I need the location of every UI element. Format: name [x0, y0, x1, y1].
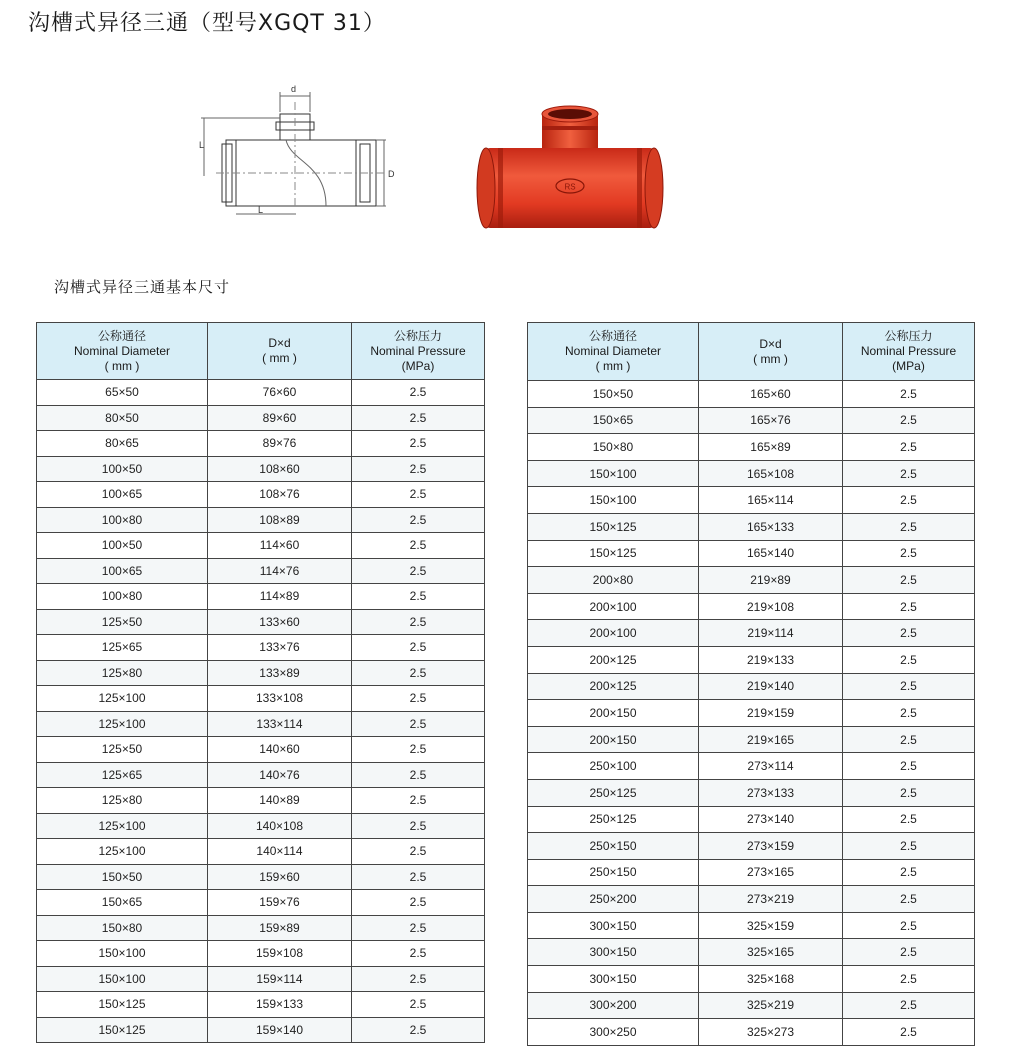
cell-nominal-pressure: 2.5: [843, 593, 975, 620]
table-row: [37, 405, 485, 431]
cell-nominal-pressure: 2.5: [843, 833, 975, 860]
cell-nominal-pressure: 2.5: [352, 915, 485, 941]
table-row: [528, 939, 975, 966]
table-row: [528, 540, 975, 567]
table-row: [37, 558, 485, 584]
label-l: L: [199, 140, 205, 150]
cell-nominal-diameter: 300×200: [528, 992, 699, 1019]
table-row: [37, 915, 485, 941]
cell-nominal-pressure: 2.5: [843, 620, 975, 647]
cell-nominal-pressure: 2.5: [352, 431, 485, 457]
table-row: [528, 912, 975, 939]
cell-nominal-diameter: 150×65: [528, 407, 699, 434]
table-row: [37, 711, 485, 737]
cell-nominal-pressure: 2.5: [843, 673, 975, 700]
table-row: [528, 673, 975, 700]
cell-dxd: 159×108: [208, 941, 352, 967]
cell-dxd: 219×108: [699, 593, 843, 620]
cell-nominal-pressure: 2.5: [352, 609, 485, 635]
cell-nominal-diameter: 300×150: [528, 912, 699, 939]
cell-nominal-diameter: 150×100: [37, 941, 208, 967]
cell-nominal-pressure: 2.5: [352, 507, 485, 533]
cell-nominal-pressure: 2.5: [843, 407, 975, 434]
cell-nominal-diameter: 200×125: [528, 673, 699, 700]
cell-nominal-pressure: 2.5: [352, 660, 485, 686]
cell-nominal-diameter: 125×50: [37, 609, 208, 635]
dimension-table-left: [36, 322, 485, 1043]
cell-nominal-pressure: 2.5: [352, 737, 485, 763]
table-row: [37, 584, 485, 610]
table-row: [528, 992, 975, 1019]
cell-nominal-diameter: 65×50: [37, 380, 208, 406]
cell-nominal-diameter: 125×80: [37, 788, 208, 814]
cell-nominal-diameter: 125×100: [37, 839, 208, 865]
table-row: [37, 686, 485, 712]
cell-nominal-diameter: 200×100: [528, 620, 699, 647]
cell-dxd: 165×140: [699, 540, 843, 567]
table-header-row: [528, 323, 975, 381]
cell-dxd: 165×108: [699, 460, 843, 487]
cell-dxd: 165×114: [699, 487, 843, 514]
cell-dxd: 219×114: [699, 620, 843, 647]
cell-nominal-pressure: 2.5: [843, 513, 975, 540]
cell-nominal-diameter: 150×125: [37, 1017, 208, 1043]
cell-nominal-pressure: 2.5: [843, 912, 975, 939]
cell-nominal-diameter: 100×80: [37, 507, 208, 533]
header-nominal-diameter: 公称通径 Nominal Diameter ( mm ): [528, 323, 699, 381]
cell-nominal-pressure: 2.5: [352, 405, 485, 431]
cell-nominal-pressure: 2.5: [843, 700, 975, 727]
cell-nominal-pressure: 2.5: [843, 966, 975, 993]
label-d: d: [291, 84, 297, 94]
table-row: [37, 941, 485, 967]
cell-nominal-diameter: 150×125: [528, 513, 699, 540]
table-row: [37, 431, 485, 457]
cell-nominal-diameter: 200×80: [528, 567, 699, 594]
table-row: [37, 609, 485, 635]
cell-dxd: 159×133: [208, 992, 352, 1018]
cell-dxd: 159×76: [208, 890, 352, 916]
table-row: [528, 593, 975, 620]
cell-nominal-diameter: 125×80: [37, 660, 208, 686]
cell-dxd: 273×159: [699, 833, 843, 860]
cell-nominal-pressure: 2.5: [843, 806, 975, 833]
table-row: [528, 513, 975, 540]
table-header-row: [37, 323, 485, 380]
reducing-tee-photo: [470, 100, 670, 242]
cell-nominal-pressure: 2.5: [843, 859, 975, 886]
cell-dxd: 165×60: [699, 381, 843, 408]
cell-dxd: 159×60: [208, 864, 352, 890]
table-row: [37, 762, 485, 788]
cell-nominal-diameter: 250×125: [528, 806, 699, 833]
cell-nominal-pressure: 2.5: [843, 567, 975, 594]
header-dxd: D×d ( mm ): [208, 323, 352, 380]
table-body-right: [528, 381, 975, 1046]
cell-dxd: 165×76: [699, 407, 843, 434]
cell-nominal-diameter: 150×80: [528, 434, 699, 461]
table-row: [37, 813, 485, 839]
cell-dxd: 133×76: [208, 635, 352, 661]
header-nominal-diameter: 公称通径 Nominal Diameter ( mm ): [37, 323, 208, 380]
table-row: [528, 487, 975, 514]
cell-dxd: 140×114: [208, 839, 352, 865]
cell-nominal-pressure: 2.5: [352, 380, 485, 406]
table-row: [528, 460, 975, 487]
cell-dxd: 114×89: [208, 584, 352, 610]
table-row: [528, 859, 975, 886]
table-row: [37, 482, 485, 508]
cell-nominal-diameter: 100×50: [37, 533, 208, 559]
table-row: [528, 886, 975, 913]
table-row: [528, 434, 975, 461]
cell-dxd: 140×89: [208, 788, 352, 814]
header-nominal-pressure: 公称压力 Nominal Pressure (MPa): [843, 323, 975, 381]
cell-nominal-diameter: 250×150: [528, 859, 699, 886]
cell-dxd: 219×140: [699, 673, 843, 700]
cell-dxd: 165×133: [699, 513, 843, 540]
cell-nominal-pressure: 2.5: [843, 434, 975, 461]
technical-drawing: [196, 82, 396, 222]
table-row: [528, 646, 975, 673]
cell-dxd: 140×108: [208, 813, 352, 839]
table-row: [37, 533, 485, 559]
cell-nominal-diameter: 150×125: [37, 992, 208, 1018]
cell-nominal-diameter: 150×50: [37, 864, 208, 890]
table-row: [528, 753, 975, 780]
table-row: [37, 788, 485, 814]
cell-nominal-pressure: 2.5: [843, 381, 975, 408]
dimension-table-right: [527, 322, 975, 1046]
cell-nominal-diameter: 125×100: [37, 813, 208, 839]
cell-dxd: 159×140: [208, 1017, 352, 1043]
cell-dxd: 219×165: [699, 726, 843, 753]
cell-dxd: 133×108: [208, 686, 352, 712]
cell-nominal-diameter: 300×150: [528, 939, 699, 966]
cell-dxd: 159×89: [208, 915, 352, 941]
cell-dxd: 219×133: [699, 646, 843, 673]
cell-nominal-pressure: 2.5: [352, 992, 485, 1018]
cell-nominal-diameter: 125×100: [37, 686, 208, 712]
table-row: [37, 737, 485, 763]
cell-nominal-diameter: 250×100: [528, 753, 699, 780]
cell-nominal-diameter: 250×200: [528, 886, 699, 913]
cell-dxd: 325×168: [699, 966, 843, 993]
cell-dxd: 219×159: [699, 700, 843, 727]
table-row: [528, 806, 975, 833]
cell-nominal-diameter: 150×50: [528, 381, 699, 408]
cell-nominal-diameter: 100×80: [37, 584, 208, 610]
table-row: [528, 700, 975, 727]
cell-dxd: 273×140: [699, 806, 843, 833]
cell-nominal-pressure: 2.5: [352, 456, 485, 482]
table-row: [37, 992, 485, 1018]
table-row: [528, 833, 975, 860]
table-row: [37, 1017, 485, 1043]
cell-nominal-diameter: 100×50: [37, 456, 208, 482]
table-row: [37, 380, 485, 406]
cell-nominal-diameter: 250×150: [528, 833, 699, 860]
cell-nominal-diameter: 150×100: [528, 460, 699, 487]
cell-nominal-diameter: 80×65: [37, 431, 208, 457]
cell-nominal-pressure: 2.5: [843, 886, 975, 913]
cell-nominal-pressure: 2.5: [352, 482, 485, 508]
cell-nominal-pressure: 2.5: [352, 966, 485, 992]
cell-nominal-diameter: 300×150: [528, 966, 699, 993]
cell-dxd: 325×219: [699, 992, 843, 1019]
cell-nominal-diameter: 125×100: [37, 711, 208, 737]
cell-nominal-pressure: 2.5: [352, 813, 485, 839]
table-row: [528, 567, 975, 594]
cell-nominal-diameter: 150×80: [37, 915, 208, 941]
cell-dxd: 114×76: [208, 558, 352, 584]
cell-nominal-pressure: 2.5: [843, 939, 975, 966]
cell-nominal-diameter: 150×100: [37, 966, 208, 992]
cell-nominal-diameter: 100×65: [37, 558, 208, 584]
cell-nominal-pressure: 2.5: [352, 864, 485, 890]
cell-nominal-pressure: 2.5: [843, 779, 975, 806]
header-dxd: D×d ( mm ): [699, 323, 843, 381]
cell-nominal-pressure: 2.5: [843, 1019, 975, 1046]
cell-dxd: 273×133: [699, 779, 843, 806]
table-row: [528, 620, 975, 647]
cell-nominal-pressure: 2.5: [843, 460, 975, 487]
cell-nominal-diameter: 125×65: [37, 635, 208, 661]
cell-nominal-diameter: 200×150: [528, 700, 699, 727]
cell-dxd: 89×60: [208, 405, 352, 431]
cell-dxd: 133×60: [208, 609, 352, 635]
cell-dxd: 273×219: [699, 886, 843, 913]
table-row: [37, 456, 485, 482]
table-row: [37, 864, 485, 890]
cell-dxd: 140×76: [208, 762, 352, 788]
cell-dxd: 325×273: [699, 1019, 843, 1046]
cell-nominal-pressure: 2.5: [843, 726, 975, 753]
table-row: [528, 407, 975, 434]
table-row: [37, 507, 485, 533]
cell-dxd: 273×114: [699, 753, 843, 780]
table-row: [37, 660, 485, 686]
cell-dxd: 108×76: [208, 482, 352, 508]
table-row: [37, 966, 485, 992]
cell-nominal-diameter: 300×250: [528, 1019, 699, 1046]
cell-nominal-diameter: 100×65: [37, 482, 208, 508]
label-D: D: [388, 169, 395, 179]
page-title: 沟槽式异径三通（型号XGQT 31）: [28, 11, 386, 36]
cell-nominal-pressure: 2.5: [352, 686, 485, 712]
cell-dxd: 76×60: [208, 380, 352, 406]
cell-nominal-pressure: 2.5: [843, 646, 975, 673]
cell-nominal-pressure: 2.5: [843, 753, 975, 780]
cell-nominal-pressure: 2.5: [352, 762, 485, 788]
cell-nominal-diameter: 250×125: [528, 779, 699, 806]
table-row: [528, 779, 975, 806]
table-row: [37, 839, 485, 865]
table-row: [528, 1019, 975, 1046]
cell-nominal-diameter: 125×50: [37, 737, 208, 763]
cell-nominal-pressure: 2.5: [843, 992, 975, 1019]
table-row: [37, 635, 485, 661]
cell-nominal-diameter: 150×125: [528, 540, 699, 567]
cell-nominal-diameter: 200×125: [528, 646, 699, 673]
cell-nominal-diameter: 150×100: [528, 487, 699, 514]
table-row: [528, 966, 975, 993]
cell-dxd: 159×114: [208, 966, 352, 992]
cell-nominal-pressure: 2.5: [352, 839, 485, 865]
section-subtitle: 沟槽式异径三通基本尺寸: [54, 278, 231, 296]
cell-dxd: 165×89: [699, 434, 843, 461]
cell-nominal-pressure: 2.5: [843, 540, 975, 567]
table-row: [37, 890, 485, 916]
cell-nominal-diameter: 80×50: [37, 405, 208, 431]
table-row: [528, 381, 975, 408]
table-row: [528, 726, 975, 753]
cell-nominal-diameter: 200×150: [528, 726, 699, 753]
cell-dxd: 89×76: [208, 431, 352, 457]
cell-nominal-diameter: 200×100: [528, 593, 699, 620]
cell-dxd: 140×60: [208, 737, 352, 763]
cell-nominal-pressure: 2.5: [843, 487, 975, 514]
cell-nominal-diameter: 125×65: [37, 762, 208, 788]
cell-dxd: 273×165: [699, 859, 843, 886]
cell-nominal-pressure: 2.5: [352, 711, 485, 737]
cell-nominal-diameter: 150×65: [37, 890, 208, 916]
cell-dxd: 325×165: [699, 939, 843, 966]
cell-dxd: 219×89: [699, 567, 843, 594]
label-L: L: [258, 205, 264, 215]
cell-dxd: 325×159: [699, 912, 843, 939]
cell-nominal-pressure: 2.5: [352, 533, 485, 559]
cell-nominal-pressure: 2.5: [352, 1017, 485, 1043]
cell-dxd: 108×60: [208, 456, 352, 482]
header-nominal-pressure: 公称压力 Nominal Pressure (MPa): [352, 323, 485, 380]
cell-nominal-pressure: 2.5: [352, 788, 485, 814]
cell-nominal-pressure: 2.5: [352, 584, 485, 610]
cell-nominal-pressure: 2.5: [352, 890, 485, 916]
cell-dxd: 133×89: [208, 660, 352, 686]
cell-dxd: 133×114: [208, 711, 352, 737]
table-body-left: [37, 380, 485, 1043]
cell-nominal-pressure: 2.5: [352, 941, 485, 967]
cell-dxd: 108×89: [208, 507, 352, 533]
cell-dxd: 114×60: [208, 533, 352, 559]
cell-nominal-pressure: 2.5: [352, 558, 485, 584]
logo-text: RS: [564, 182, 576, 192]
cell-nominal-pressure: 2.5: [352, 635, 485, 661]
